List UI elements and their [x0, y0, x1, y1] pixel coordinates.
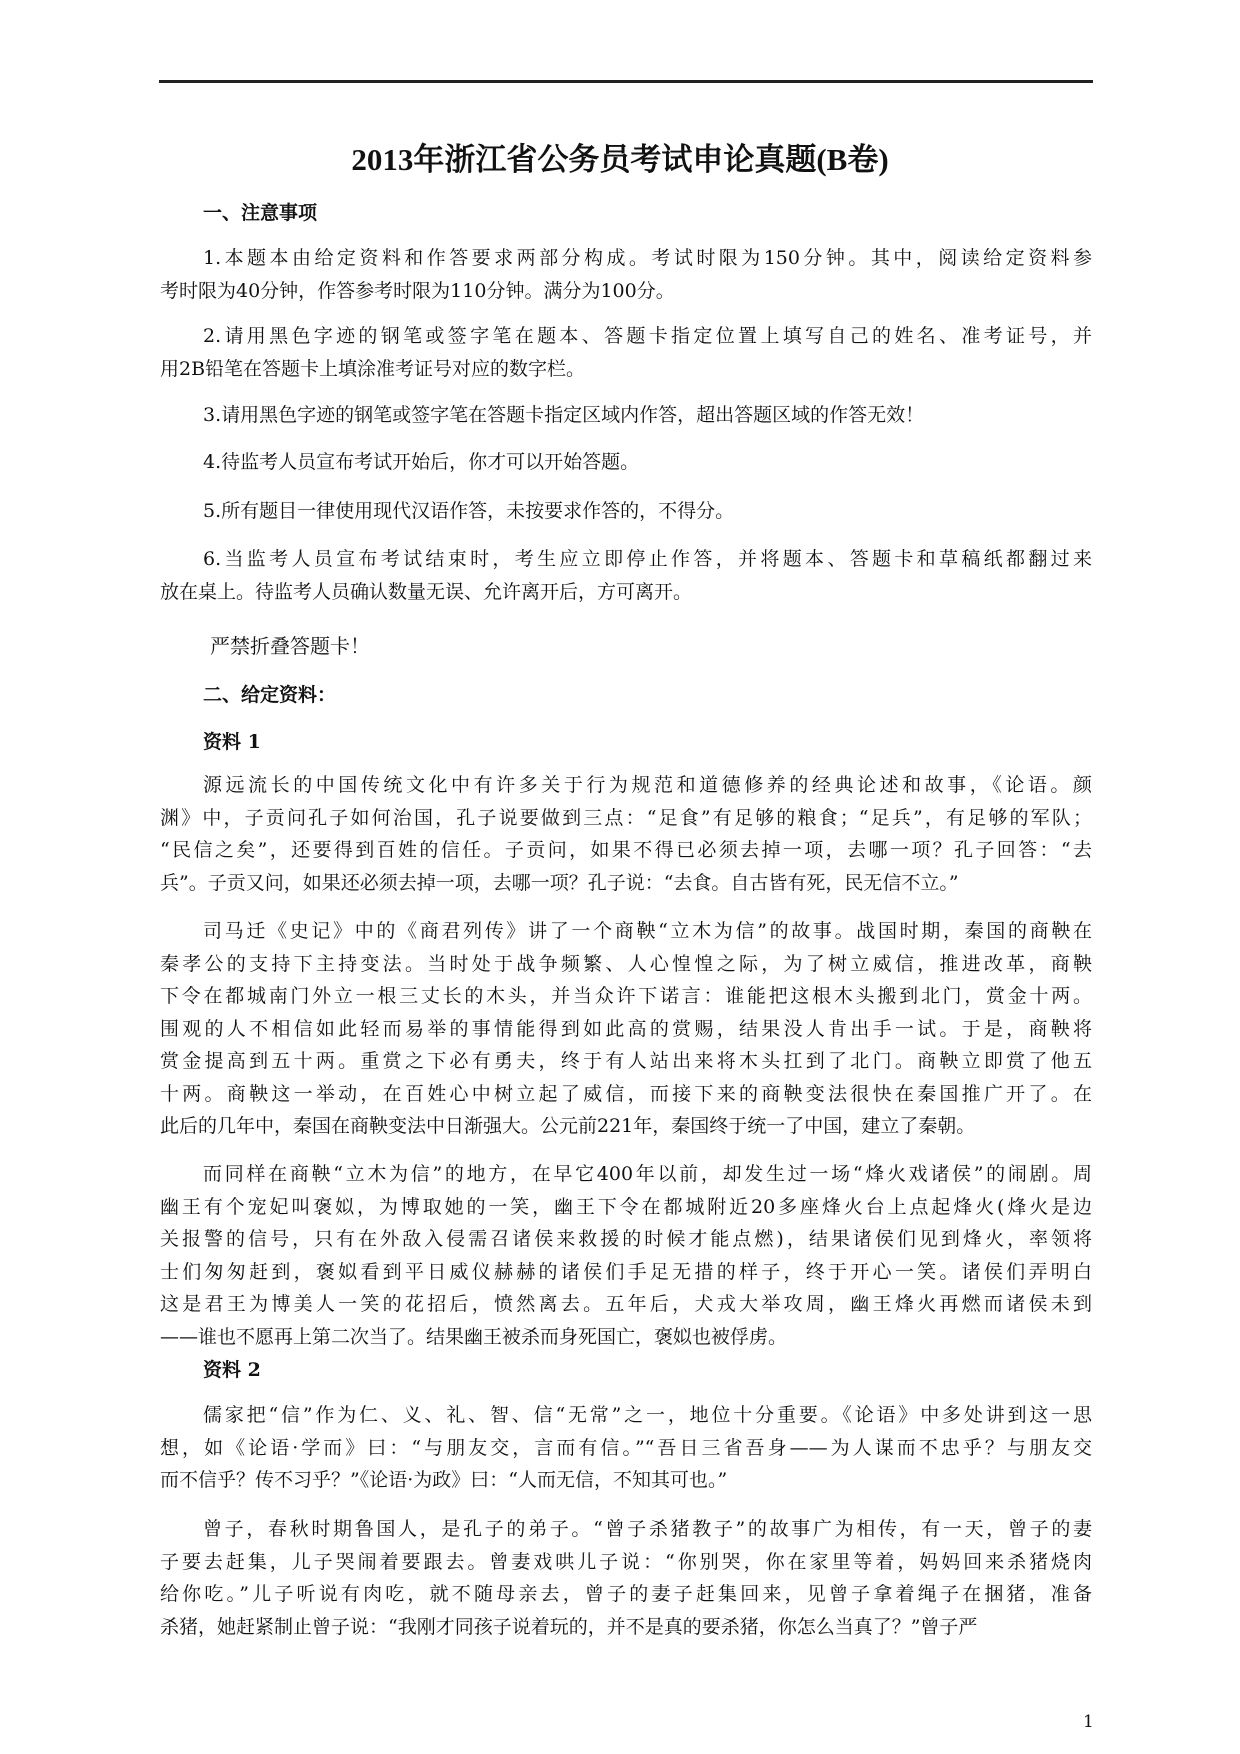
header-rule — [159, 80, 1093, 83]
material-2-heading: 资料 2 — [203, 1359, 261, 1381]
text-line: 源远流长的中国传统文化中有许多关于行为规范和道德修养的经典论述和故事，《论语。颜 — [203, 774, 1092, 796]
text-line: 赏金提高到五十两。重赏之下必有勇夫，终于有人站出来将木头扛到了北门。商鞅立即赏了他五 — [160, 1050, 1092, 1072]
text-line: 围观的人不相信如此轻而易举的事情能得到如此高的赏赐，结果没人肯出手一试。于是，商鞅将 — [160, 1017, 1092, 1040]
text-line: “民信之矣”，还要得到百姓的信任。子贡问，如果不得已必须去掉一项，去哪一项？孔子回答：“去 — [160, 839, 1092, 861]
material-1-paragraph — [160, 769, 1092, 899]
text-line: 儒家把“信”作为仁、义、礼、智、信“无常”之一，地位十分重要。《论语》中多处讲到这一思 — [203, 1404, 1092, 1426]
notice-item — [160, 320, 1092, 385]
text-line: 放在桌上。待监考人员确认数量无误、允许离开后，方可离开。 — [160, 580, 693, 603]
text-line: ——谁也不愿再上第二次当了。结果幽王被杀而身死国亡，褒姒也被俘虏。 — [160, 1325, 788, 1348]
text-line: 秦孝公的支持下主持变法。当时处于战争频繁、人心惶惶之际，为了树立威信，推进改革，商鞅 — [160, 952, 1092, 975]
text-line: 1.本题本由给定资料和作答要求两部分构成。考试时限为150分钟。其中，阅读给定资料参 — [203, 247, 1092, 269]
notice-item — [160, 543, 1092, 608]
text-line: 杀猪，她赶紧制止曾子说：“我刚才同孩子说着玩的，并不是真的要杀猪，你怎么当真了？”曾子严 — [160, 1615, 978, 1638]
text-line: 3.请用黑色字迹的钢笔或签字笔在答题卡指定区域内作答，超出答题区域的作答无效！ — [203, 404, 925, 426]
text-line: 下令在都城南门外立一根三丈长的木头，并当众许下诺言：谁能把这根木头搬到北门，赏金十两。 — [160, 985, 1092, 1007]
material-2-paragraph — [160, 1513, 1092, 1643]
material-1-paragraph — [160, 1158, 1092, 1353]
text-line: 而同样在商鞅“立木为信”的地方，在早它400年以前，却发生过一场“烽火戏诸侯”的闹剧。周 — [203, 1163, 1092, 1185]
text-line: 曾子，春秋时期鲁国人，是孔子的弟子。“曾子杀猪教子”的故事广为相传，有一天，曾子的妻 — [203, 1518, 1092, 1540]
notice-item — [160, 242, 1092, 307]
text-line: 司马迁《史记》中的《商君列传》讲了一个商鞅“立木为信”的故事。战国时期，秦国的商鞅在 — [203, 920, 1092, 942]
text-line: 考时限为40分钟，作答参考时限为110分钟。满分为100分。 — [160, 279, 675, 302]
text-line: 6.当监考人员宣布考试结束时，考生应立即停止作答，并将题本、答题卡和草稿纸都翻过来 — [203, 548, 1092, 570]
section-heading-materials: 二、给定资料： — [203, 684, 337, 706]
document-title: 2013年浙江省公务员考试申论真题(B卷) — [351, 142, 889, 177]
text-line: 兵”。子贡又问，如果还必须去掉一项，去哪一项？孔子说：“去食。自古皆有死，民无信不立。” — [160, 871, 959, 894]
text-line: 幽王有个宠妃叫褒姒，为博取她的一笑，幽王下令在都城附近20多座烽火台上点起烽火(烽火是边 — [160, 1195, 1092, 1218]
text-line: 此后的几年中，秦国在商鞅变法中日渐强大。公元前221年，秦国终于统一了中国，建立了秦朝。 — [160, 1115, 976, 1137]
page-number: 1 — [1083, 1712, 1094, 1732]
text-line: 想，如《论语·学而》曰：“与朋友交，言而有信。”“吾日三省吾身——为人谋而不忠乎？与朋友交 — [160, 1436, 1092, 1459]
text-line: 士们匆匆赶到，褒姒看到平日威仪赫赫的诸侯们手足无措的样子，终于开心一笑。诸侯们弄明白 — [160, 1260, 1092, 1283]
section-heading-notes: 一、注意事项 — [203, 202, 318, 224]
text-line: 4.待监考人员宣布考试开始后，你才可以开始答题。 — [203, 451, 640, 473]
text-line: 2.请用黑色字迹的钢笔或签字笔在题本、答题卡指定位置上填写自己的姓名、准考证号，并 — [203, 325, 1092, 347]
material-1-heading: 资料 1 — [203, 731, 261, 753]
notice-item — [160, 495, 1092, 528]
notice-item — [160, 399, 1092, 432]
warning-text: 严禁折叠答题卡！ — [210, 634, 370, 658]
text-line: 而不信乎？传不习乎？”《论语·为政》曰：“人而无信，不知其可也。” — [160, 1469, 728, 1491]
text-line: 十两。商鞅这一举动，在百姓心中树立起了威信，而接下来的商鞅变法很快在秦国推广开了。在 — [160, 1082, 1092, 1105]
material-2-paragraph — [160, 1399, 1092, 1497]
notice-item — [160, 446, 1092, 479]
text-line: 给你吃。”儿子听说有肉吃，就不随母亲去，曾子的妻子赶集回来，见曾子拿着绳子在捆猪，准备 — [160, 1583, 1092, 1605]
material-1-paragraph — [160, 915, 1092, 1143]
text-line: 5.所有题目一律使用现代汉语作答，未按要求作答的，不得分。 — [203, 500, 735, 522]
text-line: 用2B铅笔在答题卡上填涂准考证号对应的数字栏。 — [160, 357, 586, 380]
text-line: 这是君王为博美人一笑的花招后，愤然离去。五年后，犬戎大举攻周，幽王烽火再燃而诸侯未到 — [160, 1293, 1092, 1315]
text-line: 子要去赶集，儿子哭闹着要跟去。曾妻戏哄儿子说：“你别哭，你在家里等着，妈妈回来杀猪烧肉 — [160, 1550, 1092, 1573]
text-line: 关报警的信号，只有在外敌入侵需召诸侯来救援的时候才能点燃)，结果诸侯们见到烽火，率领将 — [160, 1228, 1092, 1250]
text-line: 渊》中，子贡问孔子如何治国，孔子说要做到三点：“足食”有足够的粮食；“足兵”，有足够的军队； — [160, 806, 1092, 829]
